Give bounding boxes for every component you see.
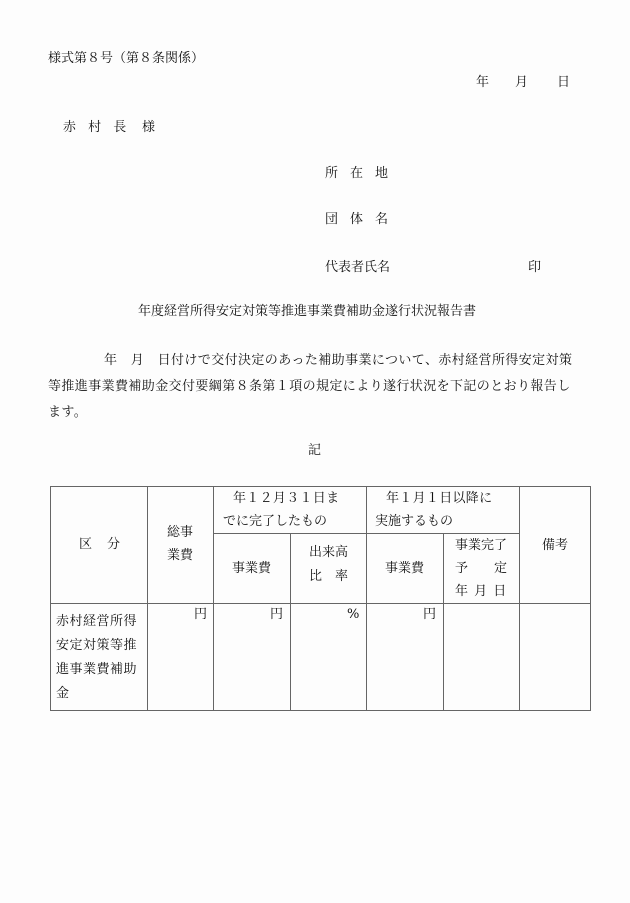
header-kubun: 区 分 — [79, 537, 122, 552]
body-line: 等推進事業費補助金交付要綱第８条第１項の規定により遂行状況を下記のとおり報告し — [48, 379, 571, 394]
table-border-bottom — [50, 710, 591, 711]
header-group1-line1: 年１２月３１日ま — [233, 491, 340, 506]
table-row-divider — [50, 603, 591, 604]
date-year-label: 年 — [476, 75, 490, 90]
report-table — [50, 486, 591, 711]
header-total-line1: 総事 — [167, 525, 194, 540]
representative-label: 代表者氏名 — [325, 260, 391, 275]
row-name-line: 進事業費補助 — [56, 662, 138, 677]
table-col-divider — [213, 486, 214, 711]
row-name-line: 赤村経営所得 — [56, 614, 138, 629]
g2-cost-unit: 円 — [423, 607, 437, 622]
header-g2-cost: 事業費 — [385, 561, 425, 576]
address-label: 所在地 — [325, 166, 401, 181]
table-border-top — [50, 486, 591, 487]
date-month-label: 月 — [515, 75, 529, 90]
body-line: ます。 — [48, 405, 88, 420]
header-g1-rate-line1: 出来高 — [309, 545, 349, 560]
addressee: 赤 村 長 — [63, 120, 131, 135]
row-name-line: 安定対策等推 — [56, 638, 138, 653]
table-col-divider — [443, 533, 444, 711]
header-group2-line2: 実施するもの — [375, 514, 454, 529]
date-day-label: 日 — [557, 75, 571, 90]
header-g1-rate-line2: 比 率 — [309, 569, 349, 584]
row-name-line: 金 — [56, 686, 70, 701]
organization-label: 団体名 — [325, 212, 401, 227]
body-line: 年 月 日付けで交付決定のあった補助事業について、赤村経営所得安定対策 — [104, 353, 573, 368]
total-unit: 円 — [194, 607, 208, 622]
header-total-line2: 業費 — [167, 548, 194, 563]
table-col-divider — [366, 486, 367, 711]
seal-mark: 印 — [528, 260, 542, 275]
body-paragraph — [48, 348, 588, 426]
form-number: 様式第８号（第８条関係） — [48, 51, 205, 66]
g1-cost-unit: 円 — [270, 607, 284, 622]
table-border-left — [50, 486, 51, 711]
table-col-divider — [147, 486, 148, 711]
header-remarks: 備考 — [542, 538, 569, 553]
ki-heading: 記 — [308, 443, 322, 458]
table-col-divider — [519, 486, 520, 711]
document-title: 年度経営所得安定対策等推進事業費補助金遂行状況報告書 — [138, 304, 477, 319]
addressee-honorific: 様 — [142, 120, 156, 135]
header-group2-line1: 年１月１日以降に — [386, 491, 493, 506]
header-g2-done-line1: 事業完了 — [455, 538, 508, 553]
header-g1-cost: 事業費 — [232, 561, 272, 576]
table-col-divider — [290, 533, 291, 711]
g1-rate-unit: % — [347, 607, 360, 622]
header-g2-done-line2: 予 定 — [455, 561, 508, 576]
table-border-right — [590, 486, 591, 711]
header-g2-done-line3: 年 月 日 — [455, 584, 508, 599]
header-group1-line2: でに完了したもの — [223, 514, 328, 529]
